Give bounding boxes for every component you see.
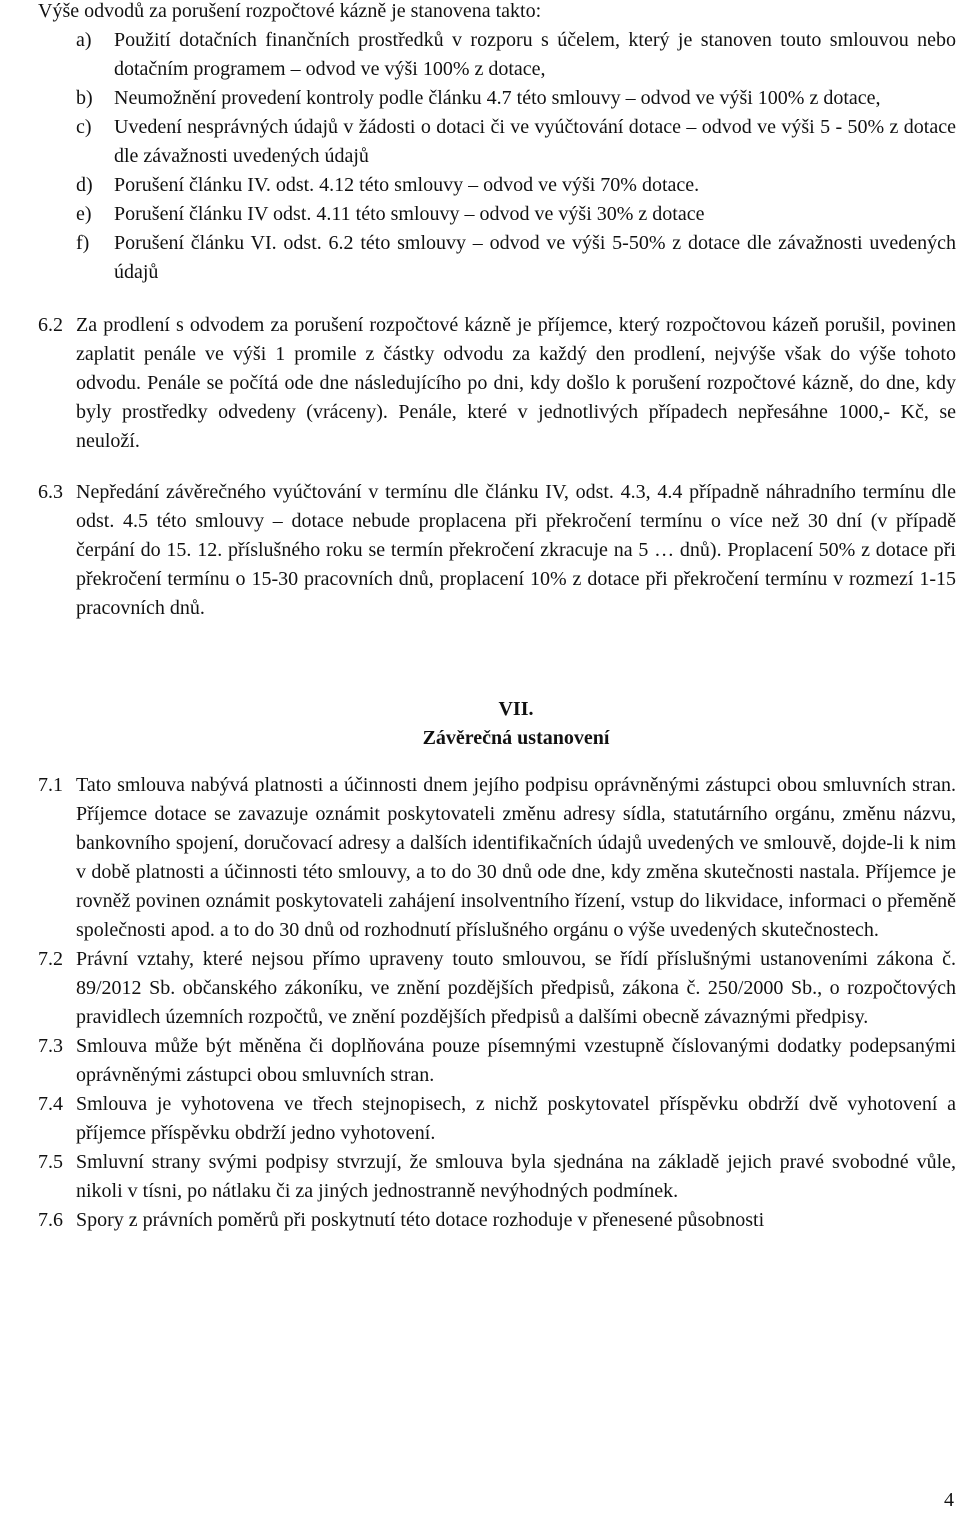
section-number: VII. — [498, 698, 534, 720]
clause-number: 7.2 — [38, 948, 63, 970]
list-label: c) — [76, 116, 92, 138]
paragraph-number: 6.3 — [38, 481, 63, 503]
clause-7-2 — [38, 945, 956, 1032]
paragraph-text: Nepředání závěrečného vyúčtování v termínu dle článku IV, odst. 4.3, 4.4 případně náhradního termínu dle odst. 4.5 této smlouvy – dotace nebude proplacena při překročení termínu o více než 30 dní (v případě čerpání do 15. 12. příslušného roku se termín překročení zkracuje na 5 … dnů). Proplacení 50% z dotace při překročení termínu o 15-30 pracovních dnů, proplacení 10% z dotace při překročení termínu v rozmezí 1-15 pracovních dnů. — [76, 481, 956, 619]
list-label: f) — [76, 232, 90, 254]
list-text: Porušení článku VI. odst. 6.2 této smlouvy – odvod ve výši 5-50% z dotace dle závažnosti uvedených údajů — [114, 232, 956, 283]
list-label: e) — [76, 203, 92, 225]
clause-text: Spory z právních poměrů při poskytnutí této dotace rozhoduje v přenesené působnosti — [76, 1209, 765, 1231]
clause-number: 7.1 — [38, 774, 63, 796]
clause-text: Smlouva je vyhotovena ve třech stejnopisech, z nichž poskytovatel příspěvku obdrží dvě vyhotovení a příjemce příspěvku obdrží jedno vyhotovení. — [76, 1093, 956, 1144]
clause-text: Smluvní strany svými podpisy stvrzují, že smlouva byla sjednána na základě jejich pravé svobodné vůle, nikoli v tísni, po nátlaku či za jiných jednostranně nevýhodných podmínek. — [76, 1151, 956, 1202]
list-label: b) — [76, 87, 93, 109]
list-label: d) — [76, 174, 93, 196]
list-item-a — [76, 26, 956, 84]
section-title: Závěrečná ustanovení — [422, 727, 610, 749]
list-item-e — [76, 200, 956, 229]
clause-7-4 — [38, 1090, 956, 1148]
clause-7-1 — [38, 771, 956, 945]
clause-number: 7.4 — [38, 1093, 63, 1115]
paragraph-6-3 — [38, 478, 956, 623]
list-item-d — [76, 171, 956, 200]
list-text: Neumožnění provedení kontroly podle článku 4.7 této smlouvy – odvod ve výši 100% z dotace, — [114, 87, 881, 109]
clause-text: Smlouva může být měněna či doplňována pouze písemnými vzestupně číslovanými dodatky podepsanými oprávněnými zástupci obou smluvních stran. — [76, 1035, 956, 1086]
paragraph-6-2 — [38, 311, 956, 456]
list-item-c — [76, 113, 956, 171]
clause-number: 7.5 — [38, 1151, 63, 1173]
clause-7-6 — [38, 1206, 956, 1235]
list-text: Porušení článku IV odst. 4.11 této smlouvy – odvod ve výši 30% z dotace — [114, 203, 705, 225]
clause-text: Právní vztahy, které nejsou přímo upraveny touto smlouvou, se řídí příslušnými ustanoveními zákona č. 89/2012 Sb. občanského zákoníku, ve znění pozdějších předpisů, zákona č. 250/2000 Sb., o rozpočtových pravidlech územních rozpočtů, ve znění pozdějších předpisů a dalšími obecně závaznými předpisy. — [76, 948, 956, 1028]
paragraph-text: Za prodlení s odvodem za porušení rozpočtové kázně je příjemce, který rozpočtovou kázeň porušil, povinen zaplatit penále ve výši 1 promile z částky odvodu za každý den prodlení, nejvýše však do výše tohoto odvodu. Penále se počítá ode dne následujícího po dni, kdy došlo k porušení rozpočtové kázně, do dne, kdy byly prostředky odvedeny (vráceny). Penále, které v jednotlivých případech nepřesáhne 1000,- Kč, se neuloží. — [76, 314, 956, 452]
page-number: 4 — [944, 1489, 954, 1511]
clause-7-5 — [38, 1148, 956, 1206]
clause-text: Tato smlouva nabývá platnosti a účinnosti dnem jejího podpisu oprávněnými zástupci obou smluvních stran. Příjemce dotace se zavazuje oznámit poskytovateli změnu adresy sídla, statutárního orgánu, změnu názvu, bankovního spojení, doručovací adresy a dalších identifikačních údajů uvedených ve smlouvě, dojde-li k nim v době platnosti a účinnosti této smlouvy, a to do 30 dnů ode dne, kdy změna skutečnosti nastala. Příjemce je rovněž povinen oznámit poskytovateli zahájení insolventního řízení, vstup do likvidace, informaci o přeměně společnosti apod. a to do 30 dnů od rozhodnutí příslušného orgánu o výše uvedených skutečnostech. — [76, 774, 956, 941]
clause-number: 7.3 — [38, 1035, 63, 1057]
document-page — [38, 0, 956, 1235]
clause-7-3 — [38, 1032, 956, 1090]
list-item-b — [76, 84, 956, 113]
clause-number: 7.6 — [38, 1209, 63, 1231]
list-text: Porušení článku IV. odst. 4.12 této smlouvy – odvod ve výši 70% dotace. — [114, 174, 700, 196]
paragraph-number: 6.2 — [38, 314, 63, 336]
intro-text: Výše odvodů za porušení rozpočtové kázně je stanovena takto: — [38, 0, 542, 22]
list-label: a) — [76, 29, 92, 51]
list-item-f — [76, 229, 956, 287]
list-text: Použití dotačních finančních prostředků v rozporu s účelem, který je stanoven touto smlouvou nebo dotačním programem – odvod ve výši 100% z dotace, — [114, 29, 956, 80]
list-text: Uvedení nesprávných údajů v žádosti o dotaci či ve vyúčtování dotace – odvod ve výši 5 - 50% z dotace dle závažnosti uvedených údajů — [114, 116, 956, 167]
penalty-list — [38, 26, 956, 287]
